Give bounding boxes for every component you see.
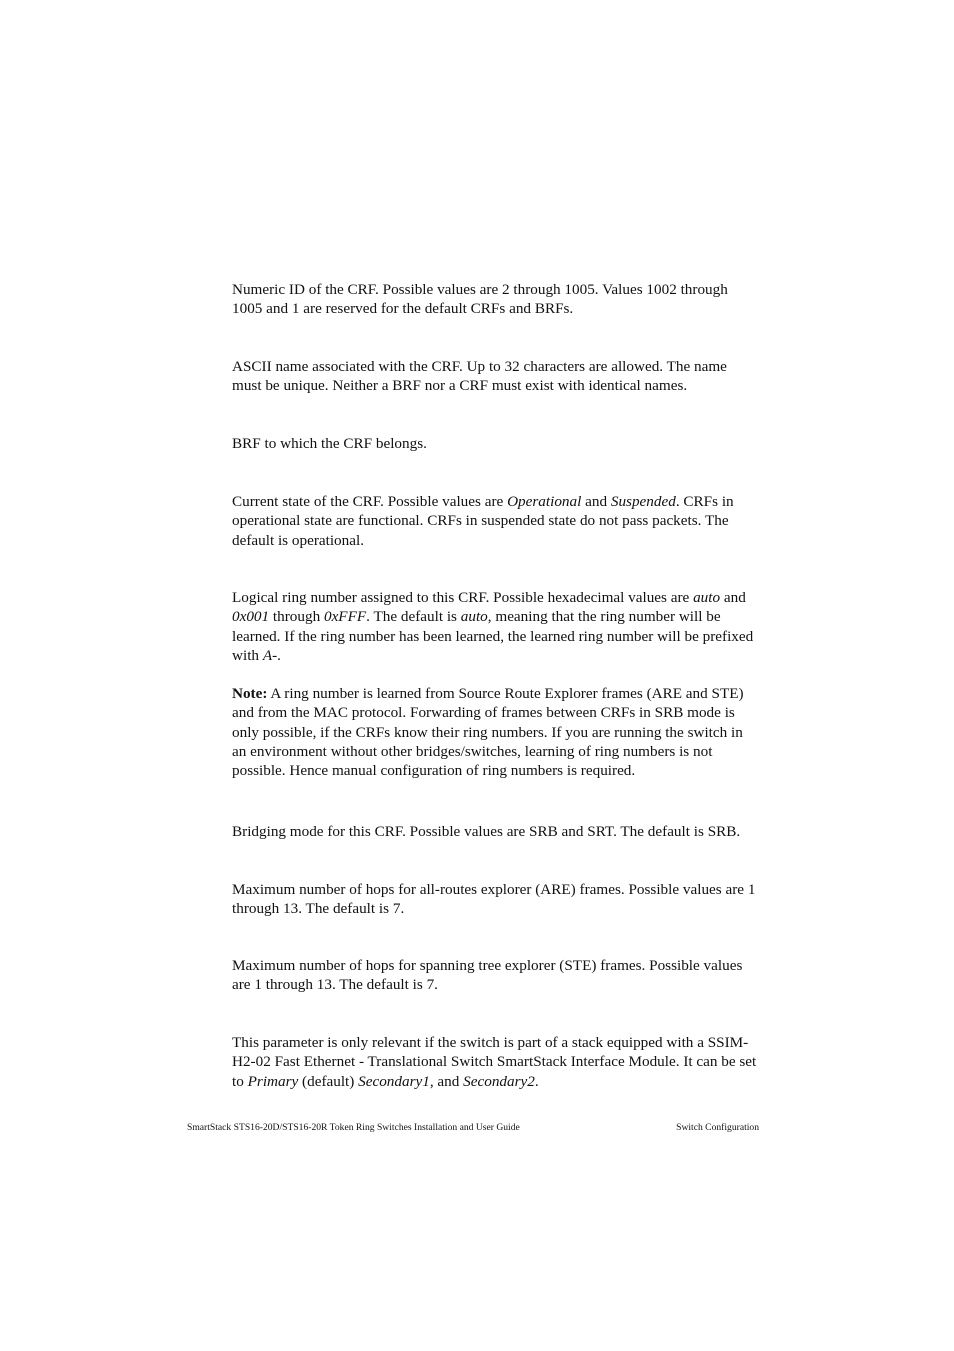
- ring-number-note: Note: A ring number is learned from Source Route Explorer frames (ARE and STE) and from the MAC protocol. Forwarding of frames between CRFs in SRB mode is only possible, if the CRFs know their ring numbers. If you are running the switch in an environment without other bridges/switches, learning of ring numbers is not possible. Hence manual configuration of ring numbers is required.: [232, 685, 744, 780]
- bridging-mode-description: Bridging mode for this CRF. Possible values are SRB and SRT. The default is SRB.: [232, 823, 741, 840]
- footer-section-title: Switch Configuration: [676, 1122, 759, 1133]
- footer-document-title: SmartStack STS16-20D/STS16-20R Token Ring Switches Installation and User Guide: [187, 1122, 520, 1133]
- stack-role-description: This parameter is only relevant if the switch is part of a stack equipped with a SSIM-H2-02 Fast Ethernet - Translational Switch SmartStack Interface Module. It can be set to Primary (default) Secondary1, and Secondary2.: [232, 1034, 757, 1090]
- note-label: Note:: [232, 685, 268, 702]
- ste-hops-description: Maximum number of hops for spanning tree explorer (STE) frames. Possible values are 1 through 13. The default is 7.: [232, 957, 743, 994]
- ring-number-description: Logical ring number assigned to this CRF. Possible hexadecimal values are auto and 0x001 through 0xFFF. The default is auto, meaning that the ring number will be learned. If the ring number has been learned, the learned ring number will be prefixed with A-.: [232, 589, 754, 664]
- crf-id-description: Numeric ID of the CRF. Possible values are 2 through 1005. Values 1002 through 1005 and 1 are reserved for the default CRFs and BRFs.: [232, 281, 728, 318]
- crf-name-description: ASCII name associated with the CRF. Up to 32 characters are allowed. The name must be unique. Neither a BRF nor a CRF must exist with identical names.: [232, 358, 727, 395]
- are-hops-description: Maximum number of hops for all-routes explorer (ARE) frames. Possible values are 1 through 13. The default is 7.: [232, 881, 756, 918]
- brf-description: BRF to which the CRF belongs.: [232, 435, 427, 452]
- crf-state-description: Current state of the CRF. Possible values are Operational and Suspended. CRFs in operational state are functional. CRFs in suspended state do not pass packets. The default is operational.: [232, 493, 734, 549]
